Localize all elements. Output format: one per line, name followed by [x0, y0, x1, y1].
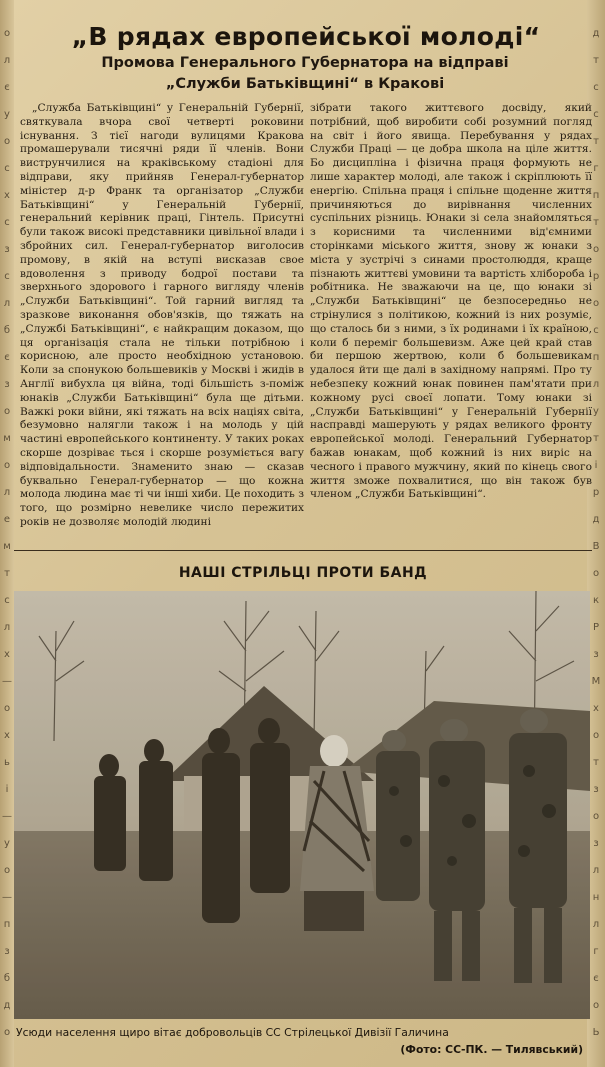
left-margin-bleed-text: о л є у о с х с з с л б є з о м о л е м т с л х — о х ь і — у о — п з б д о	[2, 28, 12, 1038]
article-subheadline-line-1: Промова Генерального Губернатора на відправі	[101, 55, 509, 71]
section-divider	[14, 550, 592, 551]
left-column-text: „Служба Батьківщині“ у Генеральній Губернії, святкувала вчора свої четверті роковини існування. З тієї нагоди вулицями Кракова промашерували тисячні ряди її членів. Вони виструнчилися на краківському стадіоні для відправи, яку прийняв Генерал-губернатор міністер д-р Франк та організатор „Служби Батьківщині“ у Генеральній Губернії, генеральний керівник праці, Гінтель. Присутні були також високі представники цивільної влади і збройних сил. Генерал-губернатор виголосив промову, в якій на вступі висказав свое вдоволення з приводу бодрої постави та зверхнього здорового і гарного вигляду членів „Служби Батьківщині“. Той гарний вигляд та зразкове виконання обов'язків, що тяжать на „Службі Батьківщині“, є найкращим доказом, що ця організація стала не тільки потрібною і корисною, але просто необхідною установою. Коли за спонукою большевиків у Москві і жидів в Англії вибухла ця війна, тоді більшість з-поміж юнаків „Служби Батьківщині“ була ще дітьми. Важкі роки війни, які тяжать на всіх націях світа, безумовно налягли також і на молодь у цій частині европейського континенту. У таких роках скорше дозріває ться і скорше розуміється вагу відповідальности. Знаменито знаю — сказав буквально Генерал-губернатор — що кожна молода людина має ті чи інші хиби. Це походить з того, що розмірно невелике число пережитих років не дозволяє молодій людині	[20, 102, 304, 528]
photo-caption: Усюди населення щиро вітає добровольців СС Стрілецької Дивізії Галичина	[16, 1026, 449, 1039]
right-margin-bleed-text: д т с с т г п т о р о с п л у т і р д В о к Р з М х о т з о з л н л г є о Ь	[591, 28, 601, 1038]
photo-grain	[14, 591, 590, 1019]
article-right-column	[310, 102, 592, 502]
photo-section-title: НАШІ СТРІЛЬЦІ ПРОТИ БАНД	[178, 565, 428, 581]
photo-credit: (Фото: СС-ПК. — Тилявський)	[400, 1043, 583, 1056]
article-headline: „В рядах европейської молоді“	[71, 22, 541, 51]
photograph	[14, 591, 590, 1019]
right-column-text: зібрати такого життєвого досвіду, який потрібний, щоб виробити собі розумний погляд на світ і його явища. Перебування у рядах Служби Праці — це добра школа на ціле життя. Бо дисципліна і фізична праця формують не лише характер молоді, але також і скріплюють її енергію. Спільна праця і спільне щоденне життя причиняються до вирівнання численних суспільних різниць. Юнаки зі села знайомляться з корисними та численними від'ємними сторінками міського життя, знову ж юнаки з міста у зустрічі з синами простолюддя, краще пізнають життєві умовини та вартість хлібороба і робітника. Не зважаючи на це, що юнаки зі „Служби Батьківщині“ це безпосередньо не стрінулися з політикою, кожний із них розуміє, що сталось би з ними, з їх родинами і їх країною, коли б переміг большевизм. Аже цей край став би першою жертвою, коли б большевикам удалося йти ще далі в західному напрямі. Про ту небезпеку кожний юнак повинен пам'ятати при кожному русі своєї лопати. Тому юнаки зі „Служби Батьківщині“ у Генеральній Губернії насправді машерують у рядах великого фронту европейської молоді. Генеральний Губернатор бажав юнакам, щоб кожний із них виріс на чесного і правого мужчину, який по кінець свого життя зможе похвалитися, що він також був членом „Служби Батьківщині“.	[310, 102, 592, 501]
photo-illustration	[14, 591, 590, 1019]
article-left-column	[20, 102, 304, 530]
article-subheadline-line-2: „Служби Батьківщині“ в Кракові	[165, 76, 445, 92]
